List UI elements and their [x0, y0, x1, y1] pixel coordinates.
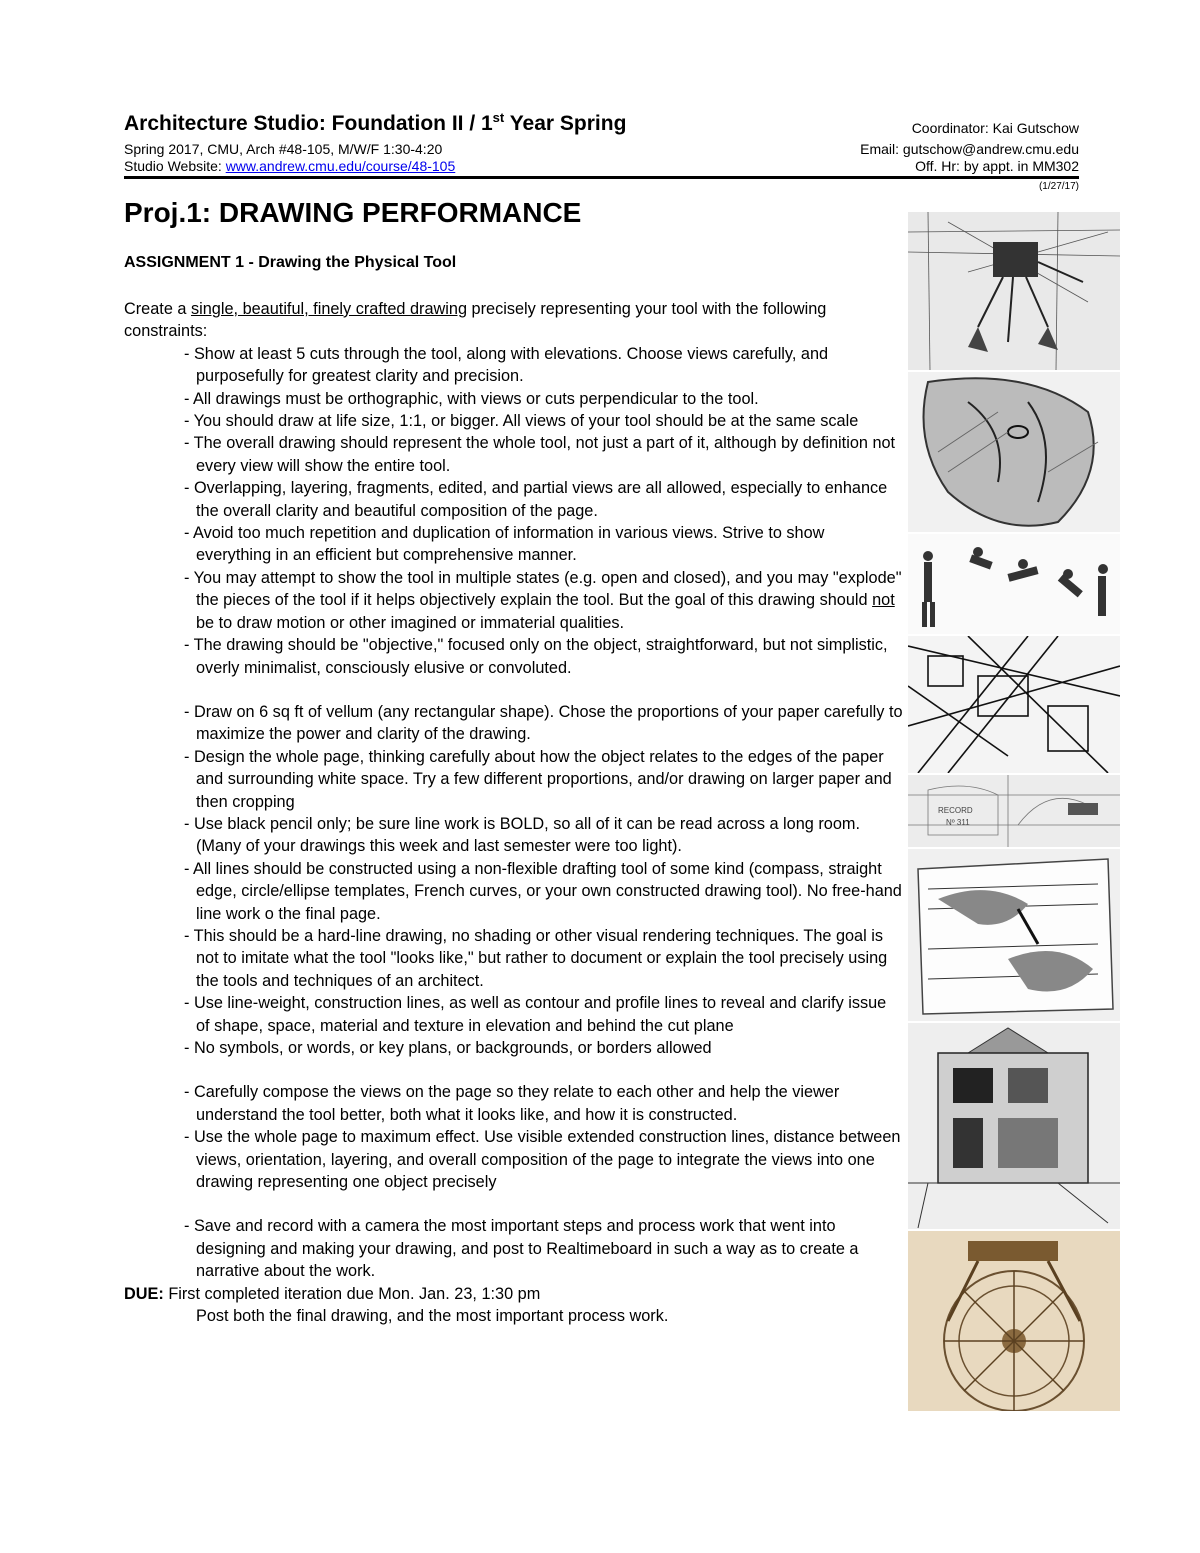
list-item: - Use black pencil only; be sure line work is BOLD, so all of it can be read across a long room. (Many of your drawings this week and last semester were too light).: [184, 814, 860, 856]
building-section-image: [908, 1023, 1120, 1229]
list-item: - The overall drawing should represent the whole tool, not just a part of it, although by definition not every view will show the entire tool.: [184, 434, 896, 475]
record-label: RECORD: [938, 806, 973, 815]
assignment-body: [124, 298, 904, 1327]
image-gallery: [908, 212, 1120, 1413]
motion-figures-image: [908, 534, 1120, 634]
list-item: - This should be a hard-line drawing, no shading or other visual rendering techniques. The goal is not to imitate what the tool "looks like," but rather to document or explain the tool precisely using the tools and techniques of an architect.: [184, 926, 888, 990]
record-number: Nº 311: [946, 818, 970, 827]
email: Email: gutschow@andrew.cmu.edu: [860, 141, 1079, 157]
list-item: - The drawing should be "objective," focused only on the object, straightforward, but not simplistic, overly minimalist, consciously elusive or convoluted.: [184, 636, 888, 677]
revision-date: (1/27/17): [1038, 181, 1079, 192]
list-item: - Overlapping, layering, fragments, edited, and partial views are all allowed, especially to enhance the overall clarity and beautiful composition of the page.: [184, 479, 888, 520]
drawing-hands-image: [908, 849, 1120, 1021]
list-item: - Avoid too much repetition and duplication of information in various views. Strive to show everything in an efficient but comprehensive manner.: [184, 524, 825, 565]
bull-sketch-image: [908, 372, 1120, 532]
list-item: - No symbols, or words, or key plans, or backgrounds, or borders allowed: [184, 1039, 712, 1057]
list-item: - You should draw at life size, 1:1, or bigger. All views of your tool should be at the same scale: [184, 412, 859, 431]
coordinator: Coordinator: Kai Gutschow: [911, 120, 1079, 136]
record-drawing-image: [908, 775, 1120, 847]
project-title: Proj.1: DRAWING PERFORMANCE: [124, 197, 582, 228]
due-line: DUE: First completed iteration due Mon. Jan. 23, 1:30 pm: [124, 1284, 541, 1303]
list-item: - Design the whole page, thinking carefully about how the object relates to the edges of the paper and surrounding white space. Try a few different proportions, and/or drawing on larger paper and then cropping: [184, 747, 892, 811]
course-title: Architecture Studio: Foundation II / 1st Year Spring: [124, 110, 627, 135]
list-item: - Show at least 5 cuts through the tool, along with elevations. Choose views carefully, and purposefully for greatest clarity and precision.: [184, 344, 829, 386]
line-composition-image: [908, 636, 1120, 773]
list-item: - All drawings must be orthographic, with views or cuts perpendicular to the tool.: [184, 389, 759, 408]
list-item: - Save and record with a camera the most important steps and process work that went into designing and making your drawing, and post to Realtimeboard in such a way as to create a narrative about the work.: [184, 1217, 859, 1281]
list-item: - Use line-weight, construction lines, as well as contour and profile lines to reveal and clarify issue of shape, space, material and texture in elevation and behind the cut plane: [184, 994, 887, 1035]
mechanical-sketch-image: [908, 1231, 1120, 1411]
office-hours: Off. Hr: by appt. in MM302: [915, 158, 1079, 174]
list-item: - You may attempt to show the tool in multiple states (e.g. open and closed), and you may "explode" the pieces of the tool if it helps objectively explain the tool. But the goal of this drawing should not be to draw motion or other imagined or immaterial qualities.: [184, 568, 902, 632]
list-item: - Draw on 6 sq ft of vellum (any rectangular shape). Chose the proportions of your paper carefully to maximize the power and clarity of the drawing.: [184, 702, 903, 744]
intro-paragraph: Create a single, beautiful, finely crafted drawing precisely representing your tool with the following constraints:: [124, 300, 827, 341]
list-item: - Use the whole page to maximum effect. Use visible extended construction lines, distance between views, orientation, layering, and overall composition of the page to integrate the views into one drawing representing one object precisely: [184, 1128, 901, 1192]
list-item: - All lines should be constructed using a non-flexible drafting tool of some kind (compass, straight edge, circle/ellipse templates, French curves, or your own constructed drawing tool). No free-hand line work o the final page.: [184, 859, 902, 923]
header-rule: [124, 176, 1079, 179]
due-label: DUE:: [124, 1284, 164, 1303]
website-link[interactable]: www.andrew.cmu.edu/course/48-105: [225, 158, 456, 174]
course-info: Spring 2017, CMU, Arch #48-105, M/W/F 1:30-4:20: [124, 141, 443, 157]
studio-website-line: Studio Website: www.andrew.cmu.edu/course/48-105: [124, 158, 456, 174]
due-line-2: Post both the final drawing, and the most important process work.: [196, 1307, 669, 1326]
construction-sketch-image: [908, 212, 1120, 370]
list-item: - Carefully compose the views on the page so they relate to each other and help the viewer understand the tool better, both what it looks like, and how it is constructed.: [184, 1083, 840, 1124]
assignment-heading: ASSIGNMENT 1 - Drawing the Physical Tool: [124, 254, 457, 271]
